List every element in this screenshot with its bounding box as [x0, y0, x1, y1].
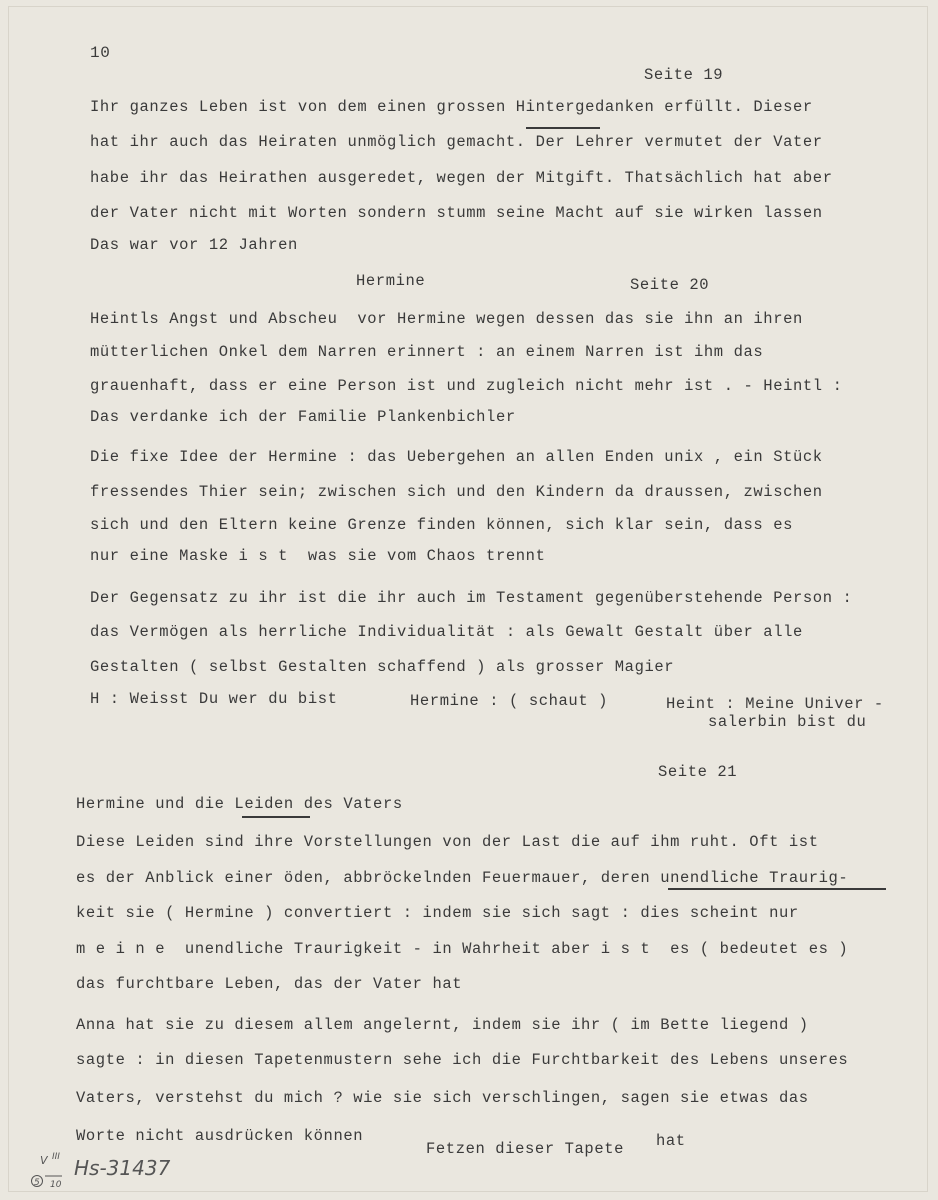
text-line: sagte : in diesen Tapetenmustern sehe ich die Furchtbarkeit des Lebens unseres: [76, 1051, 849, 1069]
underline-mark: [668, 888, 886, 890]
text-line: Der Gegensatz zu ihr ist die ihr auch im Testament gegenüberstehende Person :: [90, 589, 853, 607]
text-line: hat ihr auch das Heiraten unmöglich gemacht. Der Lehrer vermutet der Vater: [90, 133, 823, 151]
text-line: Anna hat sie zu diesem allem angelernt, indem sie ihr ( im Bette liegend ): [76, 1016, 809, 1034]
dialogue-h: H : Weisst Du wer du bist: [90, 690, 338, 708]
text-line: es der Anblick einer öden, abbröckelnden Feuermauer, deren unendliche Traurig-: [76, 869, 849, 887]
text-line: Das war vor 12 Jahren: [90, 236, 298, 254]
text-line: Die fixe Idee der Hermine : das Uebergehen an allen Enden unix , ein Stück: [90, 448, 823, 466]
text-line: keit sie ( Hermine ) convertiert : indem sie sich sagt : dies scheint nur: [76, 904, 799, 922]
section-heading-seite-21: Seite 21: [658, 763, 738, 781]
text-line: Das verdanke ich der Familie Plankenbichler: [90, 408, 516, 426]
svg-text:5: 5: [34, 1178, 40, 1188]
text-line: Diese Leiden sind ihre Vorstellungen von der Last die auf ihm ruht. Oft ist: [76, 833, 819, 851]
section-heading-seite-20: Seite 20: [630, 276, 710, 294]
svg-text:10: 10: [50, 1180, 62, 1190]
text-line: das Vermögen als herrliche Individualität : als Gewalt Gestalt über alle: [90, 623, 803, 641]
text-line: Ihr ganzes Leben ist von dem einen grossen Hintergedanken erfüllt. Dieser: [90, 98, 813, 116]
dialogue-heint-cont: salerbin bist du: [708, 713, 867, 731]
archive-stamp: [26, 1146, 70, 1196]
page-number: 10: [90, 44, 111, 62]
heading-hermine: Hermine: [356, 272, 426, 290]
text-line: hat: [656, 1132, 686, 1150]
text-line: Gestalten ( selbst Gestalten schaffend ) als grosser Magier: [90, 658, 675, 676]
text-line: Heintls Angst und Abscheu vor Hermine wegen dessen das sie ihn an ihren: [90, 310, 803, 328]
svg-text:V: V: [40, 1154, 48, 1167]
document-page: [8, 6, 928, 1192]
dialogue-hermine: Hermine : ( schaut ): [410, 692, 609, 710]
text-line: der Vater nicht mit Worten sondern stumm seine Macht auf sie wirken lassen: [90, 204, 823, 222]
text-line: nur eine Maske i s t was sie vom Chaos trennt: [90, 547, 546, 565]
svg-text:III: III: [52, 1152, 60, 1162]
section-heading-seite-19: Seite 19: [644, 66, 724, 84]
underline-mark: [242, 816, 310, 818]
text-line: Hermine und die Leiden des Vaters: [76, 795, 403, 813]
text-line: sich und den Eltern keine Grenze finden können, sich klar sein, dass es: [90, 516, 794, 534]
dialogue-heint: Heint : Meine Univer -: [666, 695, 884, 713]
signature-number: Hs-31437: [74, 1156, 171, 1180]
text-line: Worte nicht ausdrücken können: [76, 1127, 364, 1145]
text-line: Fetzen dieser Tapete: [426, 1140, 625, 1158]
underline-mark: [526, 127, 600, 129]
text-line: habe ihr das Heirathen ausgeredet, wegen der Mitgift. Thatsächlich hat aber: [90, 169, 833, 187]
text-line: fressendes Thier sein; zwischen sich und den Kindern da draussen, zwischen: [90, 483, 823, 501]
text-line: grauenhaft, dass er eine Person ist und zugleich nicht mehr ist . - Heintl :: [90, 377, 843, 395]
text-line: m e i n e unendliche Traurigkeit - in Wahrheit aber i s t es ( bedeutet es ): [76, 940, 849, 958]
text-line: mütterlichen Onkel dem Narren erinnert : an einem Narren ist ihm das: [90, 343, 764, 361]
text-line: das furchtbare Leben, das der Vater hat: [76, 975, 463, 993]
text-line: Vaters, verstehst du mich ? wie sie sich verschlingen, sagen sie etwas das: [76, 1089, 809, 1107]
